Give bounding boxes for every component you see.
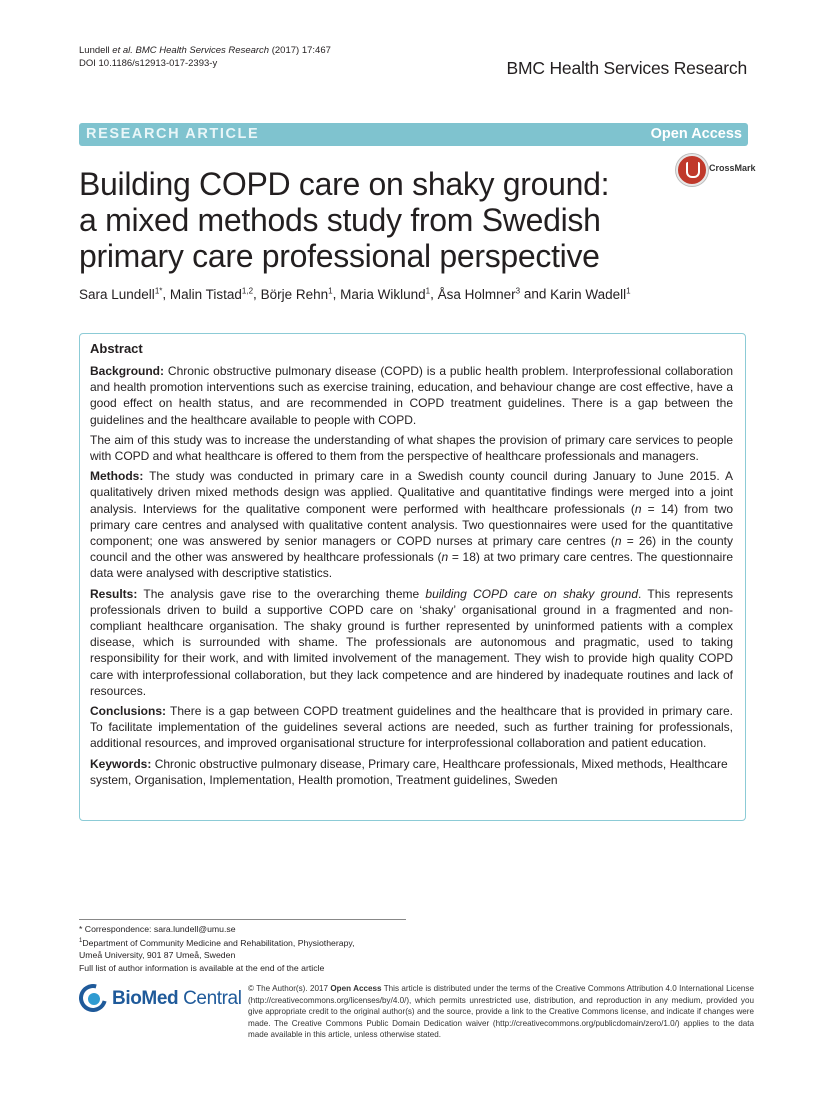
author-affiliation: 1 xyxy=(425,286,431,295)
title-line: primary care professional perspective xyxy=(79,238,600,274)
author-affiliation: 1 xyxy=(328,286,333,295)
section-label: Keywords: xyxy=(90,756,152,771)
section-text: There is a gap between COPD treatment guidelines and the healthcare that is provided in primary care. To facilitate implementation of the guidelines several actions are needed, such as further training for professionals, additional resources, and improved organisational structure for interprofessional collaboration and patient education. xyxy=(90,704,733,751)
section-label: Background: xyxy=(90,364,165,378)
abstract-methods xyxy=(90,468,733,581)
sample-size-symbol: n xyxy=(441,550,449,565)
author-name: Malin Tistad xyxy=(169,286,242,302)
section-label: Conclusions: xyxy=(90,704,167,719)
section-label: Results: xyxy=(90,586,138,601)
footnotes xyxy=(79,923,355,974)
author-affiliation: 3 xyxy=(515,286,521,295)
author[interactable] xyxy=(79,287,162,302)
section-text: Chronic obstructive pulmonary disease (COPD) is a public health problem. Interprofessional collaboration and health promotion interventions such as exercise training, education, and behaviour change are cost effective, have a good effect on health status, and are recommended in COPD treatment guidelines. There is a gap between the guidelines and the healthcare available to people with COPD. xyxy=(90,364,733,427)
affiliation-text: Department of Community Medicine and Rehabilitation, Physiotherapy, xyxy=(82,938,355,949)
author-conjunction: and xyxy=(520,286,551,302)
author-name: Åsa Holmner xyxy=(437,286,516,302)
sample-size-symbol: n xyxy=(614,534,622,549)
author-affiliation: 1* xyxy=(154,286,163,295)
sample-size-symbol: n xyxy=(634,501,642,516)
title-line: Building COPD care on shaky ground: xyxy=(79,166,610,202)
doi: DOI 10.1186/s12913-017-2393-y xyxy=(79,58,218,69)
logo-wordmark xyxy=(112,988,242,1010)
affiliation xyxy=(79,935,355,949)
author-affiliation: 1 xyxy=(626,286,631,295)
section-text: The analysis gave rise to the overarching theme xyxy=(137,586,426,601)
logo-dot-icon xyxy=(88,993,100,1005)
license-open-access: Open Access xyxy=(330,984,382,993)
author[interactable] xyxy=(340,287,430,302)
citation-header xyxy=(79,44,331,70)
author-name: Sara Lundell xyxy=(79,286,155,302)
logo-bold: BioMed xyxy=(112,988,179,1009)
author-name: Karin Wadell xyxy=(550,286,627,302)
citation-journal: et al. BMC Health Services Research xyxy=(112,45,270,56)
section-text: . This represents professionals driven to build a supportive COPD care on ‘shaky’ organisational ground in a fragmented and non-compliant healthcare organisation. The shaky ground is further represented by uninformed patients with a complex disease, which is surrounded with shame. The professionals are autonomous and pragmatic, used to taking responsibility for their work, and with limited involvement of the management. They wish to provide high quality COPD care with interprofessional collaboration, but they lack competence and are hindered by inadequate routines and lack of resources. xyxy=(90,586,734,698)
section-text: = 14) from two primary care centres and analysed with qualitative content analysis. Two questionnaires were used for the quantitative component; one was answered by senior managers or COPD nurses at primary care centres ( xyxy=(90,501,733,549)
abstract-background xyxy=(90,363,733,428)
affiliation-address: Umeå University, 901 87 Umeå, Sweden xyxy=(79,950,236,961)
section-label: Methods: xyxy=(90,469,144,484)
author[interactable] xyxy=(550,287,630,302)
journal-name: BMC Health Services Research xyxy=(506,58,747,78)
open-access-label: Open Access xyxy=(650,126,742,142)
citation-line xyxy=(79,44,331,57)
copyright: © The Author(s). 2017 xyxy=(248,984,331,993)
license-text: This article is distributed under the terms of the Creative Commons Attribution 4.0 International License (http://creativecommons.org/licenses/by/4.0/), which permits unrestricted use, distribution, and reproduction in any medium, provided you give appropriate credit to the original author(s) and the source, provide a link to the Creative Commons license, and indicate if changes were made. The Creative Commons Public Domain Dedication waiver (http://creativecommons.org/publicdomain/zero/1.0/) applies to the data made available in this article, unless otherwise stated. xyxy=(248,984,754,1040)
theme-phrase: building COPD care on shaky ground xyxy=(425,586,639,601)
affiliation-number: 1 xyxy=(79,938,83,945)
abstract-conclusions xyxy=(90,703,733,752)
correspondence[interactable]: * Correspondence: sara.lundell@umu.se xyxy=(79,924,236,934)
article-banner xyxy=(79,123,748,146)
author-affiliation: 1,2 xyxy=(241,286,254,295)
logo-regular: Central xyxy=(178,988,242,1009)
section-text: The study was conducted in primary care in a Swedish county council during January to June 2015. A qualitatively driven mixed methods design was applied. Qualitative and quantitative findings were merged into a joint analysis. Interviews for the qualitative component were performed with healthcare professionals ( xyxy=(90,469,733,516)
citation-year: (2017) 17:467 xyxy=(269,45,331,56)
crossmark-icon xyxy=(676,154,708,186)
abstract-box xyxy=(79,333,746,821)
section-text: Chronic obstructive pulmonary disease, Primary care, Healthcare professionals, Mixed methods, Healthcare system, Organisation, Implementation, Health promotion, Treatment guidelines, Sweden xyxy=(90,756,728,787)
author-list: Sara Lundell$^{1*}$, Malin Tistad$^{1,2}$, Börje Rehn$^1$, Maria Wiklund$^1$, Åsa Holmner$^3$ and Karin Wadell$^1$ xyxy=(79,286,631,302)
article-type: RESEARCH ARTICLE xyxy=(86,126,260,142)
author[interactable] xyxy=(170,287,253,302)
author[interactable] xyxy=(438,287,520,302)
author[interactable] xyxy=(261,287,333,302)
crossmark-label: CrossMark xyxy=(709,163,756,173)
author-name: Maria Wiklund xyxy=(340,286,426,302)
crossmark-button[interactable] xyxy=(676,154,756,186)
author-info-note: Full list of author information is available at the end of the article xyxy=(79,962,325,973)
citation-authors: Lundell xyxy=(79,45,113,56)
abstract-heading: Abstract xyxy=(90,341,143,356)
license-statement xyxy=(248,983,754,1041)
section-text: = 26) in the county council and the other was answered by healthcare professionals ( xyxy=(90,534,733,565)
title-line: a mixed methods study from Swedish xyxy=(79,202,601,238)
abstract-aim: The aim of this study was to increase the understanding of what shapes the provision of primary care services to people with COPD and what healthcare is offered to them from the perspective of healthcare professionals and managers. xyxy=(90,432,733,464)
abstract-results xyxy=(90,586,733,699)
section-text: = 18) at two primary care centres. The questionnaire data were analysed with descriptive statistics. xyxy=(90,550,733,581)
abstract-keywords xyxy=(90,756,733,788)
footnote-divider xyxy=(79,919,406,920)
author-name: Börje Rehn xyxy=(260,286,329,302)
article-title xyxy=(79,166,679,274)
biomed-central-logo[interactable] xyxy=(79,984,242,1020)
